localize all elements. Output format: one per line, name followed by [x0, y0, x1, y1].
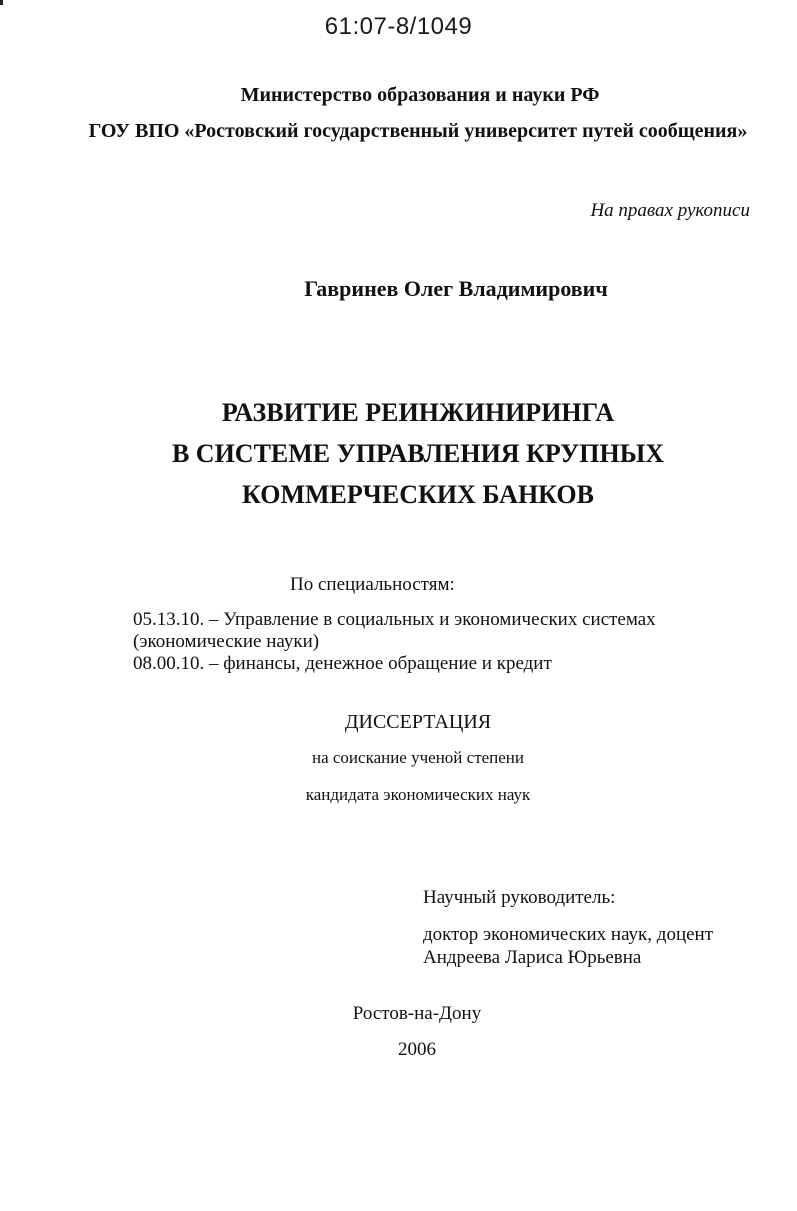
specialty-item: 05.13.10. – Управление в социальных и экономических системах	[133, 609, 656, 630]
title-line: В СИСТЕМЕ УПРАВЛЕНИЯ КРУПНЫХ	[171, 439, 665, 468]
scan-mark	[0, 0, 3, 5]
specialty-item: (экономические науки)	[133, 631, 320, 652]
specialties-heading: По специальностям:	[290, 574, 455, 595]
document-code: 61:07-8/1049	[324, 13, 473, 40]
author-name: Гавринев Олег Владимирович	[304, 276, 608, 301]
supervisor-name: Андреева Лариса Юрьевна	[423, 947, 642, 968]
degree-purpose: на соискание ученой степени	[311, 748, 525, 767]
title-line: КОММЕРЧЕСКИХ БАНКОВ	[242, 480, 594, 509]
dissertation-title	[0, 392, 797, 515]
university-name: ГОУ ВПО «Ростовский государственный университет путей сообщения»	[88, 120, 748, 142]
specialty-item: 08.00.10. – финансы, денежное обращение и кредит	[133, 653, 552, 674]
manuscript-note: На правах рукописи	[590, 200, 750, 221]
specialties-list	[133, 609, 656, 675]
supervisor-block	[423, 923, 713, 969]
year: 2006	[398, 1039, 436, 1060]
document-type: ДИССЕРТАЦИЯ	[344, 711, 492, 733]
title-line: РАЗВИТИЕ РЕИНЖИНИРИНГА	[221, 398, 615, 427]
degree-name: кандидата экономических наук	[305, 785, 531, 804]
ministry-name: Министерство образования и науки РФ	[240, 84, 600, 106]
city: Ростов-на-Дону	[352, 1003, 482, 1024]
supervisor-credentials: доктор экономических наук, доцент	[423, 924, 714, 945]
supervisor-label: Научный руководитель:	[423, 887, 616, 908]
